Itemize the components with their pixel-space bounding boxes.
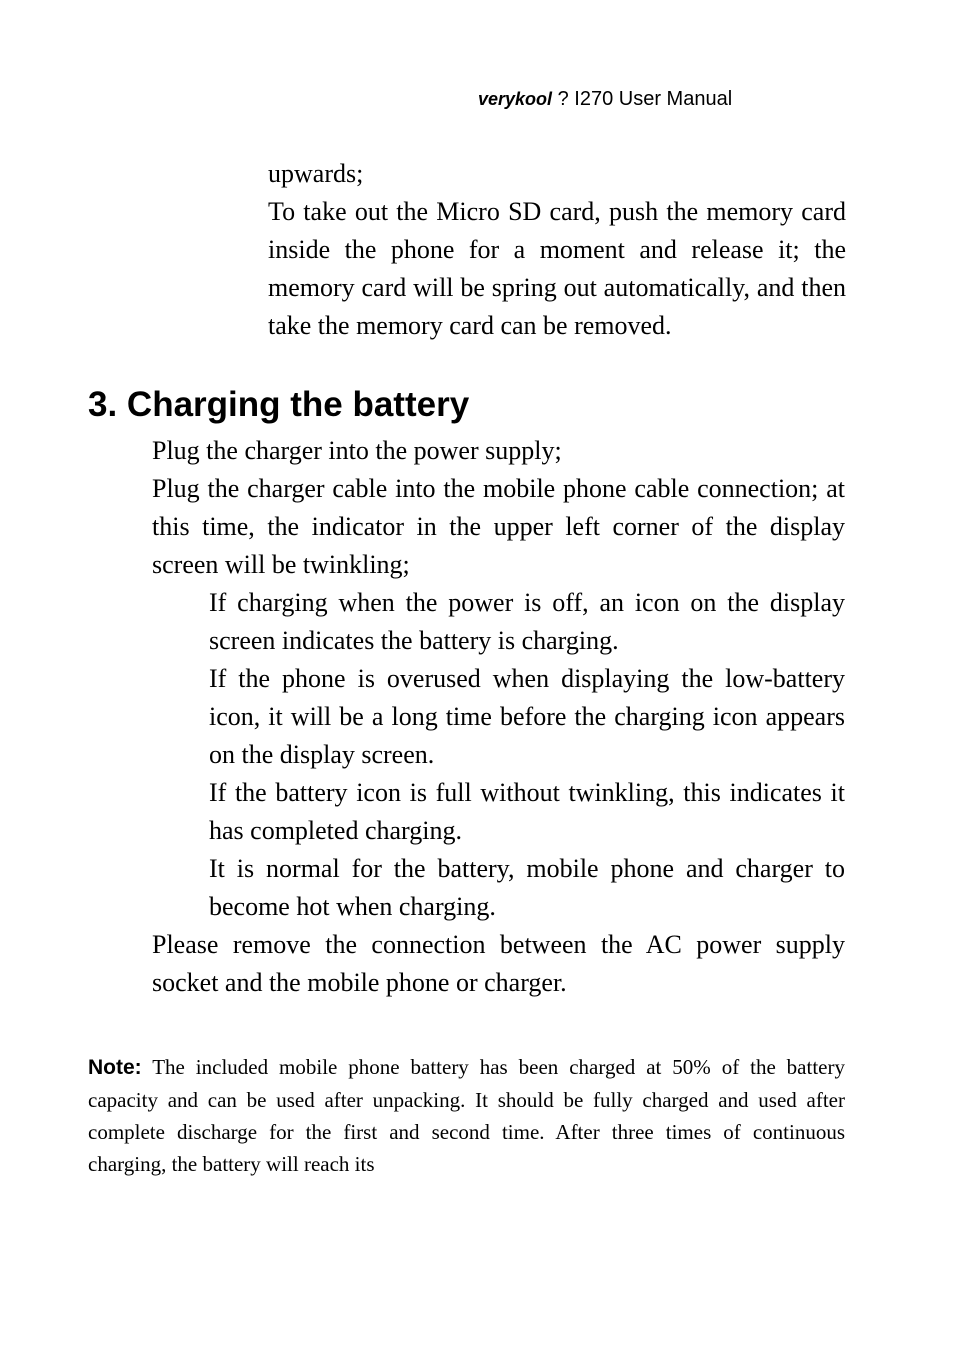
charging-sub-item-2: If the phone is overused when displaying the low-battery icon, it will be a long time before the charging icon appears on the display screen. (209, 664, 845, 769)
section-heading: 3. Charging the battery (88, 385, 470, 424)
brand-name: verykool (478, 89, 553, 109)
sd-continuation-text: upwards; (268, 159, 364, 188)
charging-instructions (152, 432, 845, 1002)
charging-sub-item-1: If charging when the power is off, an icon on the display screen indicates the battery is charging. (209, 588, 845, 655)
note-label: Note: (88, 1056, 142, 1079)
charging-step-2: Plug the charger cable into the mobile phone cable connection; at this time, the indicator in the upper left corner of the display screen will be twinkling; (152, 474, 845, 579)
manual-title: ? I270 User Manual (557, 88, 733, 110)
note-paragraph (88, 1051, 845, 1180)
charging-sub-item-4: It is normal for the battery, mobile phone and charger to become hot when charging. (209, 854, 845, 921)
sd-removal-text: To take out the Micro SD card, push the memory card inside the phone for a moment and release it; the memory card will be spring out automatically, and then take the memory card can be removed. (268, 197, 846, 340)
sd-card-instructions (268, 155, 846, 345)
note-text: The included mobile phone battery has been charged at 50% of the battery capacity and can be used after unpacking. It should be fully charged and used after complete discharge for the first and second time. After three times of continuous charging, the battery will reach its (88, 1055, 845, 1176)
charging-step-3: Please remove the connection between the AC power supply socket and the mobile phone or charger. (152, 930, 845, 997)
page-header (478, 88, 732, 111)
charging-step-1: Plug the charger into the power supply; (152, 436, 562, 465)
charging-sub-item-3: If the battery icon is full without twinkling, this indicates it has completed charging. (209, 778, 845, 845)
